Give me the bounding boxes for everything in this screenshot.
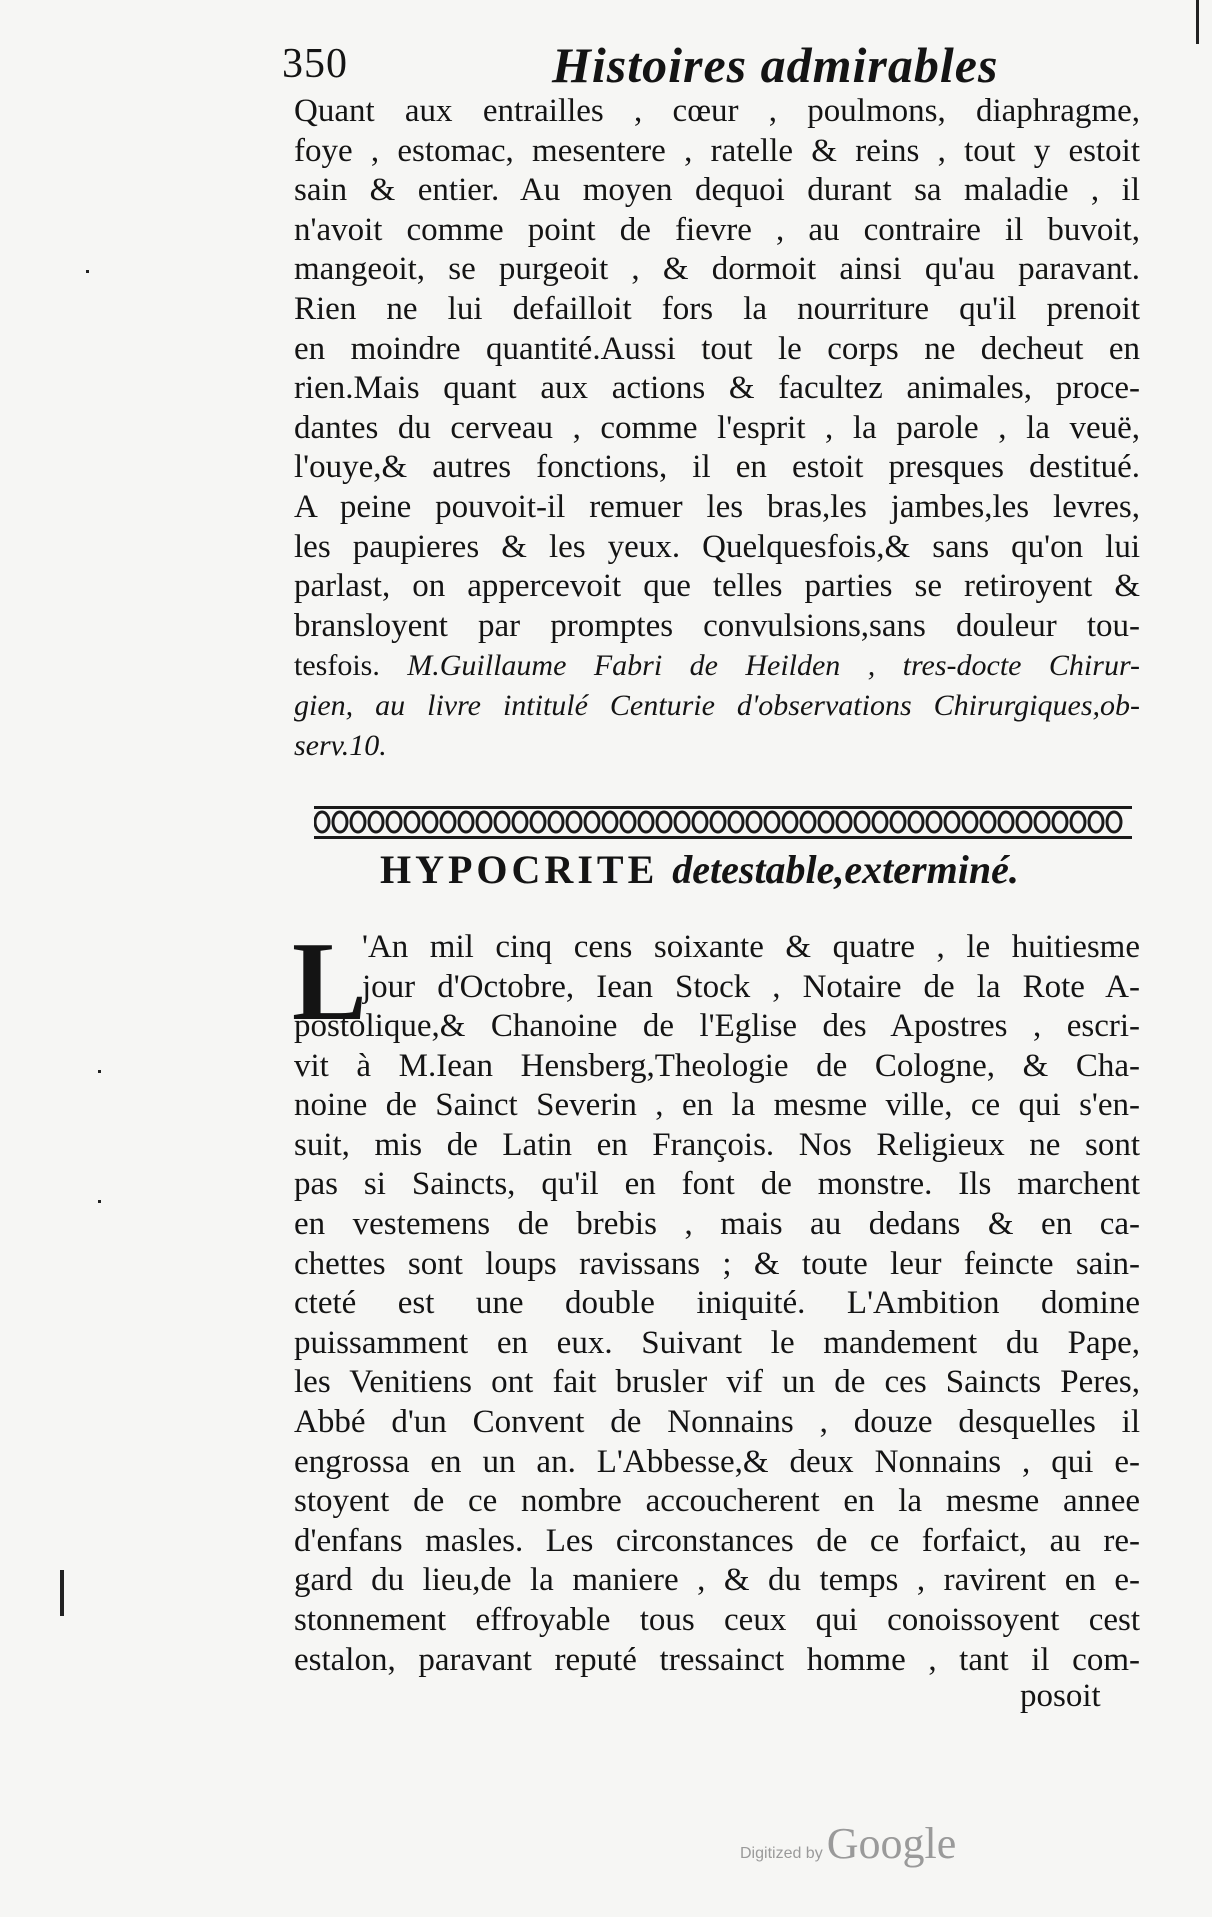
ornament-loop bbox=[891, 812, 905, 832]
paragraph-2-indented bbox=[362, 928, 1140, 1007]
text-line: estalon, paravant reputé tressainct homme , tant il com- bbox=[294, 1641, 1140, 1678]
ornament-loop bbox=[333, 812, 347, 832]
ornament-loop bbox=[423, 812, 437, 832]
catchword: posoit bbox=[1020, 1678, 1101, 1714]
digitized-watermark bbox=[740, 1818, 956, 1869]
ornament-loop bbox=[531, 812, 545, 832]
ornament-loop bbox=[837, 812, 851, 832]
ornament-loop bbox=[405, 812, 419, 832]
text-line: Abbé d'un Convent de Nonnains , douze desquelles il bbox=[294, 1403, 1140, 1440]
text-line: 'An mil cinq cens soixante & quatre , le huitiesme bbox=[362, 929, 1140, 965]
ornament-loop bbox=[981, 812, 995, 832]
drop-cap: L bbox=[292, 920, 367, 1044]
text-line: vit à M.Iean Hensberg,Theologie de Cologne, & Cha- bbox=[294, 1047, 1140, 1084]
text-line: engrossa en un an. L'Abbesse,& deux Nonnains , qui e- bbox=[294, 1443, 1140, 1480]
ornament-loop bbox=[747, 812, 761, 832]
text-line: rien.Mais quant aux actions & facultez animales, proce- bbox=[294, 370, 1140, 407]
text-line: les Venitiens ont fait brusler vif un de ces Saincts Peres, bbox=[294, 1364, 1140, 1401]
ornament-loop bbox=[351, 812, 365, 832]
scan-speck bbox=[98, 1070, 101, 1073]
text-line: gard du lieu,de la maniere , & du temps , ravirent en e- bbox=[294, 1562, 1140, 1599]
ornament-loop bbox=[927, 812, 941, 832]
page-header bbox=[282, 37, 1142, 100]
ornament-loop bbox=[801, 812, 815, 832]
watermark-brand: Google bbox=[826, 1819, 957, 1868]
ornament-loop bbox=[783, 812, 797, 832]
section-heading bbox=[380, 846, 1140, 906]
running-title: Histoires admirables bbox=[552, 37, 999, 93]
text-line: n'avoit comme point de fievre , au contraire il buvoit, bbox=[294, 211, 1140, 248]
text-line: puissamment en eux. Suivant le mandement du Pape, bbox=[294, 1324, 1140, 1361]
ornament-loop bbox=[873, 812, 887, 832]
ornament-loop bbox=[963, 812, 977, 832]
text-line: cteté est une double iniquité. L'Ambition domine bbox=[294, 1285, 1140, 1322]
citation-italic: serv.10. bbox=[294, 728, 387, 762]
ornament-loop bbox=[567, 812, 581, 832]
citation-line bbox=[294, 726, 1140, 766]
ornament-loop bbox=[495, 812, 509, 832]
ornament-loop bbox=[315, 812, 329, 832]
scan-mark bbox=[60, 1570, 64, 1616]
citation-line bbox=[294, 686, 1140, 726]
text-line: parlast, on appercevoit que telles parties se retiroyent & bbox=[294, 568, 1140, 605]
text-line: A peine pouvoit-il remuer les bras,les jambes,les levres, bbox=[294, 488, 1140, 525]
text-line: noine de Sainct Severin , en la mesme ville, ce qui s'en- bbox=[294, 1087, 1140, 1124]
citation-italic: M.Guillaume Fabri de Heilden , tres-docte Chirur- bbox=[407, 649, 1140, 683]
ornament-loop bbox=[459, 812, 473, 832]
paragraph-1 bbox=[294, 92, 1140, 765]
ornament-loop bbox=[711, 812, 725, 832]
ornament-loop bbox=[1053, 812, 1067, 832]
ornament-loop bbox=[999, 812, 1013, 832]
ornament-loop bbox=[909, 812, 923, 832]
ornament-divider bbox=[314, 802, 1132, 842]
text-line: d'enfans masles. Les circonstances de ce forfaict, au re- bbox=[294, 1522, 1140, 1559]
text-line: sain & entier. Au moyen dequoi durant sa maladie , il bbox=[294, 172, 1140, 209]
ornament-loop bbox=[441, 812, 455, 832]
ornament-loop bbox=[945, 812, 959, 832]
citation-italic: gien, au livre intitulé Centurie d'observations Chirurgiques,ob- bbox=[294, 688, 1140, 722]
text-line: en vestemens de brebis , mais au dedans & en ca- bbox=[294, 1205, 1140, 1242]
paragraph-2 bbox=[294, 1007, 1140, 1680]
ornament-loop bbox=[639, 812, 653, 832]
ornament-loop bbox=[765, 812, 779, 832]
ornament-loop bbox=[603, 812, 617, 832]
text-line: postolique,& Chanoine de l'Eglise des Apostres , escri- bbox=[294, 1008, 1140, 1044]
text-line: suit, mis de Latin en François. Nos Religieux ne sont bbox=[294, 1126, 1140, 1163]
text-line: bransloyent par promptes convulsions,sans douleur tou- bbox=[294, 607, 1140, 644]
text-line: mangeoit, se purgeoit , & dormoit ainsi qu'au paravant. bbox=[294, 251, 1140, 288]
ornament-loop bbox=[657, 812, 671, 832]
ornament-loop bbox=[819, 812, 833, 832]
ornament-loop bbox=[1017, 812, 1031, 832]
watermark-prefix: Digitized by bbox=[740, 1845, 823, 1862]
ornament-loop bbox=[1035, 812, 1049, 832]
ornament-loop bbox=[513, 812, 527, 832]
text-line: les paupieres & les yeux. Quelquesfois,& sans qu'on lui bbox=[294, 528, 1140, 565]
ornament-loop bbox=[585, 812, 599, 832]
scan-speck bbox=[98, 1200, 101, 1203]
ornament-loop bbox=[675, 812, 689, 832]
text-line: jour d'Octobre, Iean Stock , Notaire de la Rote A- bbox=[362, 968, 1140, 1005]
text-line: foye , estomac, mesentere , ratelle & reins , tout y estoit bbox=[294, 132, 1140, 169]
scan-speck bbox=[86, 270, 89, 273]
ornament-loop bbox=[387, 812, 401, 832]
ornament-loop bbox=[549, 812, 563, 832]
ornament-loop bbox=[1071, 812, 1085, 832]
page-number: 350 bbox=[282, 41, 348, 87]
ornament-loop bbox=[1089, 812, 1103, 832]
text-line: Rien ne lui defailloit fors la nourriture qu'il prenoit bbox=[294, 290, 1140, 327]
text-line: Quant aux entrailles , cœur , poulmons, diaphragme, bbox=[294, 93, 1140, 129]
ornament-loop bbox=[855, 812, 869, 832]
heading-italic: detestable,exterminé. bbox=[672, 847, 1019, 892]
citation-line bbox=[294, 646, 1140, 686]
citation-roman: tesfois. bbox=[294, 649, 408, 683]
text-line: l'ouye,& autres fonctions, il en estoit presques destitué. bbox=[294, 449, 1140, 486]
ornament-loop bbox=[621, 812, 635, 832]
ornament-loop bbox=[693, 812, 707, 832]
ornament-loop bbox=[729, 812, 743, 832]
text-line: dantes du cerveau , comme l'esprit , la parole , la veuë, bbox=[294, 409, 1140, 446]
ornament-loop bbox=[369, 812, 383, 832]
ornament-loop bbox=[1107, 812, 1121, 832]
text-line: stonnement effroyable tous ceux qui conoissoyent cest bbox=[294, 1601, 1140, 1638]
scan-mark bbox=[1196, 0, 1199, 44]
text-line: stoyent de ce nombre accoucherent en la mesme annee bbox=[294, 1483, 1140, 1520]
text-line: chettes sont loups ravissans ; & toute leur feincte sain- bbox=[294, 1245, 1140, 1282]
text-line: pas si Saincts, qu'il en font de monstre. Ils marchent bbox=[294, 1166, 1140, 1203]
text-line: en moindre quantité.Aussi tout le corps ne decheut en bbox=[294, 330, 1140, 367]
heading-caps: HYPOCRITE bbox=[380, 847, 659, 892]
ornament-loop bbox=[477, 812, 491, 832]
